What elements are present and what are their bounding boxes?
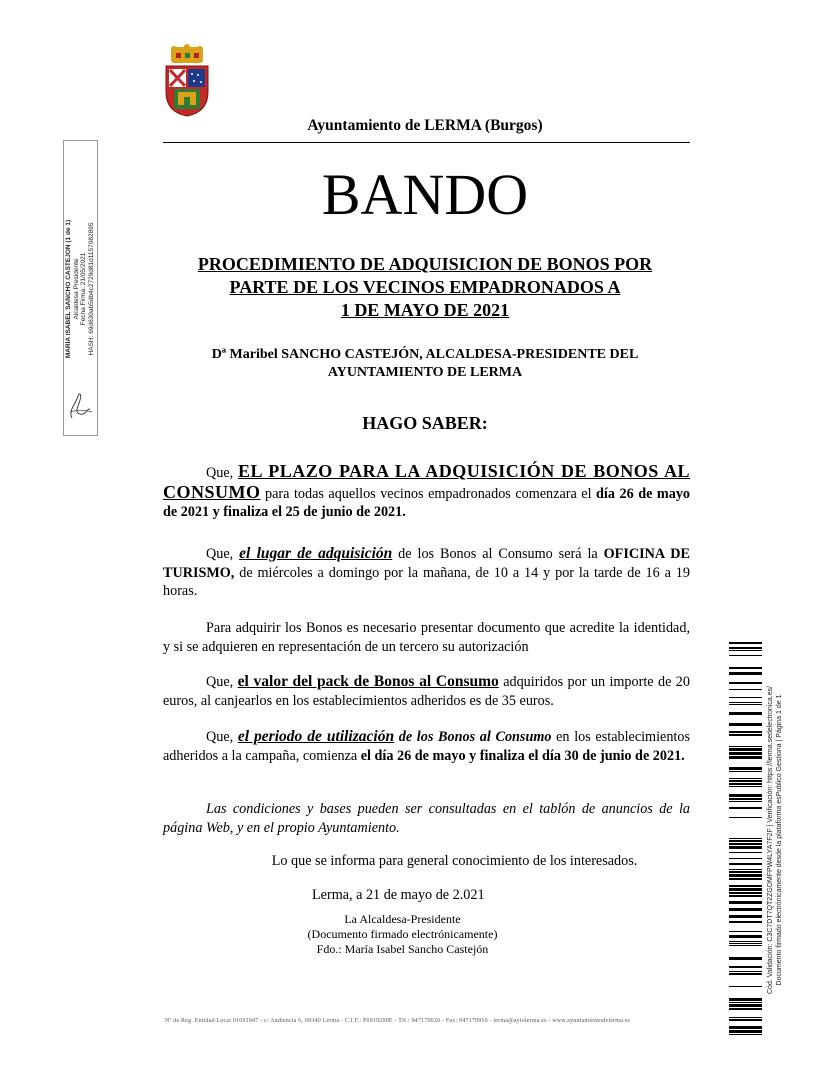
verification-line: Documento firmado electrónicamente desde la plataforma esPublico Gestiona | Página 1 de 1 (776, 694, 783, 986)
para-emphasis: el periodo de utilización (237, 728, 395, 745)
subject-line: 1 DE MAYO DE 2021 (340, 300, 510, 320)
paragraph-purchase-location (163, 545, 690, 601)
para-bold: el día 26 de mayo y finaliza el día 30 de junio de 2021. (360, 747, 685, 764)
issuer-line: AYUNTAMIENTO DE LERMA (327, 365, 523, 380)
paragraph-purchase-period (163, 462, 690, 522)
closing-statement: Lo que se informa para general conocimiento de los interesados. (271, 853, 638, 869)
para-emphasis: el lugar de adquisición (239, 545, 393, 562)
coat-of-arms-icon (162, 44, 212, 118)
signature-line: (Documento firmado electrónicamente) (307, 927, 498, 941)
paragraph-requirements (163, 619, 690, 656)
signature-line: La Alcaldesa-Presidente (344, 912, 461, 926)
para-text: de miércoles a domingo por la mañana, de 10 a 14 y por la tarde de 16 a 19 horas. (163, 564, 690, 599)
subject-line: PARTE DE LOS VECINOS EMPADRONADOS A (229, 277, 621, 297)
header-divider (163, 142, 690, 143)
para-lead: Que, (206, 674, 238, 690)
para-bold-italic: de los Bonos al Consumo (394, 729, 552, 745)
para-bold: OFICINA DE TURISMO, (163, 546, 690, 581)
para-text: adquiridos por un importe de 20 euros, al canjearlos en los establecimientos adheridos es de 35 euros. (163, 674, 690, 709)
para-text: en los establecimientos adheridos a la campaña, comienza (163, 729, 690, 764)
para-bold: día 26 de mayo de 2021 y finaliza el 25 de junio de 2021. (163, 485, 691, 520)
para-lead: Que, (206, 546, 240, 562)
barcode-icon (729, 642, 762, 1035)
para-text: para todas aquellos vecinos empadronados comenzara el (260, 485, 597, 502)
para-text: Para adquirir los Bonos es necesario presentar documento que acredite la identidad, y si se adquieren en representación de un tercero su autorización (163, 620, 690, 655)
subject-heading (160, 253, 690, 322)
handwritten-signature-icon (66, 388, 94, 422)
paragraph-pack-value (163, 673, 690, 710)
para-emphasis: EL PLAZO PARA LA ADQUISICIÓN DE BONOS AL CONSUMO (163, 461, 690, 502)
municipality-title: Ayuntamiento de LERMA (Burgos) (307, 117, 543, 134)
stamp-line: HASH: 69d630ab5db4c2729d81d1157082895 (87, 222, 95, 356)
subject-line: PROCEDIMIENTO DE ADQUISICION DE BONOS POR (197, 254, 653, 274)
verification-line: Cód. Validación: C3C7DT7QT2ZGDMFPW4LYA7F2F | Verificación: https://lerma.sedelectronica.es/ (767, 686, 774, 994)
document-type-title: BANDO (321, 162, 529, 227)
issuer-statement (160, 346, 690, 382)
footer-contact: Nº de Reg. Entidad Local 01091947 - c/ Audiencia 6, 09340 Lerma - C.I.F.: P0919200E - Tlf.: 947170020 - Fax: 947170950 - lerma@aytolerma.es - www.ayuntamientodelerma.es (165, 1018, 631, 1024)
paragraph-usage-period (163, 728, 690, 765)
stamp-line: Alcaldesa Presidente (72, 258, 80, 320)
document-date: Lerma, a 21 de mayo de 2.021 (312, 887, 485, 903)
stamp-line: MARÍA ISABEL SANCHO CASTEJON (1 de 1) (65, 219, 72, 359)
signature-block (290, 912, 515, 957)
para-text: de los Bonos al Consumo será la (392, 546, 604, 562)
paragraph-conditions (163, 800, 690, 837)
verification-text (766, 640, 784, 1040)
announcement-heading: HAGO SABER: (362, 413, 488, 433)
stamp-line: Fecha Firma: 21/05/2021 (80, 252, 87, 326)
para-lead: Que, (206, 729, 238, 745)
signature-line: Fdo.: María Isabel Sancho Castejón (316, 942, 489, 956)
para-emphasis: el valor del pack de Bonos al Consumo (237, 673, 499, 690)
para-text: Las condiciones y bases pueden ser consultadas en el tablón de anuncios de la página Web, y en el propio Ayuntamiento. (163, 801, 690, 836)
para-lead: Que, (206, 465, 234, 481)
issuer-line: Dª Maribel SANCHO CASTEJÓN, ALCALDESA-PRESIDENTE DEL (211, 347, 639, 362)
